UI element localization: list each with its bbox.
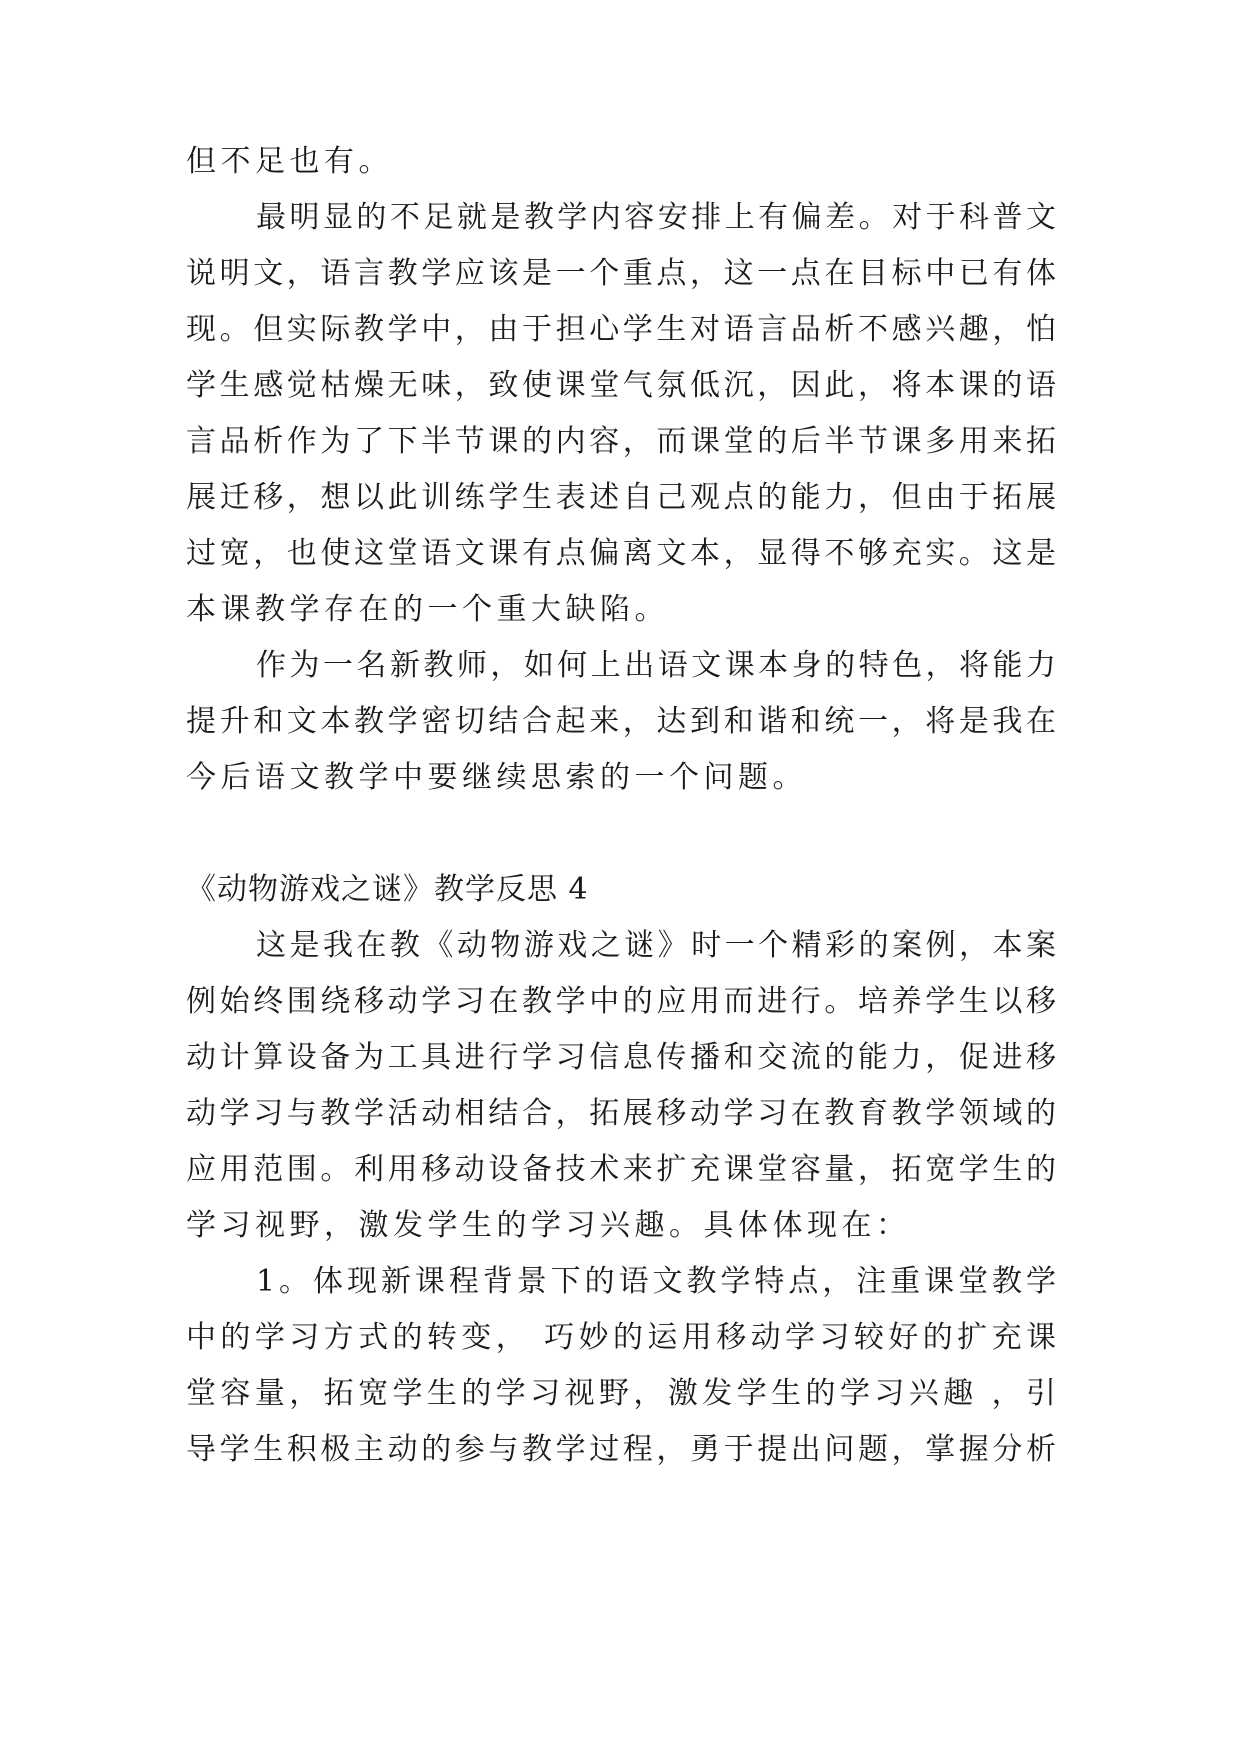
section-title: 《动物游戏之谜》教学反思 4	[186, 872, 589, 907]
paragraph-line: 动学习与教学活动相结合，拓展移动学习在教育教学领域的	[186, 1096, 1056, 1131]
paragraph-line: 这是我在教《动物游戏之谜》时一个精彩的案例，本案	[256, 928, 1056, 963]
paragraph-line: 本课教学存在的一个重大缺陷。	[186, 592, 669, 627]
paragraph-line: 提升和文本教学密切结合起来，达到和谐和统一，将是我在	[186, 704, 1056, 739]
paragraph-line: 今后语文教学中要继续思索的一个问题。	[186, 760, 807, 795]
paragraph-line: 学习视野，激发学生的学习兴趣。具体体现在：	[186, 1208, 911, 1243]
paragraph-line: 导学生积极主动的参与教学过程，勇于提出问题，掌握分析	[186, 1432, 1056, 1467]
paragraph-line: 展迁移，想以此训练学生表述自己观点的能力，但由于拓展	[186, 480, 1056, 515]
paragraph-line: 中的学习方式的转变， 巧妙的运用移动学习较好的扩充课	[186, 1320, 1056, 1355]
paragraph-line: 但不足也有。	[186, 144, 393, 179]
paragraph-line: 现。但实际教学中，由于担心学生对语言品析不感兴趣，怕	[186, 312, 1056, 347]
paragraph-line: 言品析作为了下半节课的内容，而课堂的后半节课多用来拓	[186, 424, 1056, 459]
paragraph-line: 说明文，语言教学应该是一个重点，这一点在目标中已有体	[186, 256, 1056, 291]
paragraph-line: 堂容量，拓宽学生的学习视野，激发学生的学习兴趣 ，引	[186, 1376, 1056, 1411]
paragraph-line: 动计算设备为工具进行学习信息传播和交流的能力，促进移	[186, 1040, 1056, 1075]
paragraph-line: 例始终围绕移动学习在教学中的应用而进行。培养学生以移	[186, 984, 1056, 1019]
paragraph-line: 1。体现新课程背景下的语文教学特点，注重课堂教学	[256, 1264, 1056, 1299]
paragraph-line: 应用范围。利用移动设备技术来扩充课堂容量，拓宽学生的	[186, 1152, 1056, 1187]
paragraph-line: 过宽，也使这堂语文课有点偏离文本，显得不够充实。这是	[186, 536, 1056, 571]
paragraph-line: 作为一名新教师，如何上出语文课本身的特色，将能力	[256, 648, 1056, 683]
paragraph-line: 学生感觉枯燥无味，致使课堂气氛低沉，因此，将本课的语	[186, 368, 1056, 403]
paragraph-line: 最明显的不足就是教学内容安排上有偏差。对于科普文	[256, 200, 1056, 235]
